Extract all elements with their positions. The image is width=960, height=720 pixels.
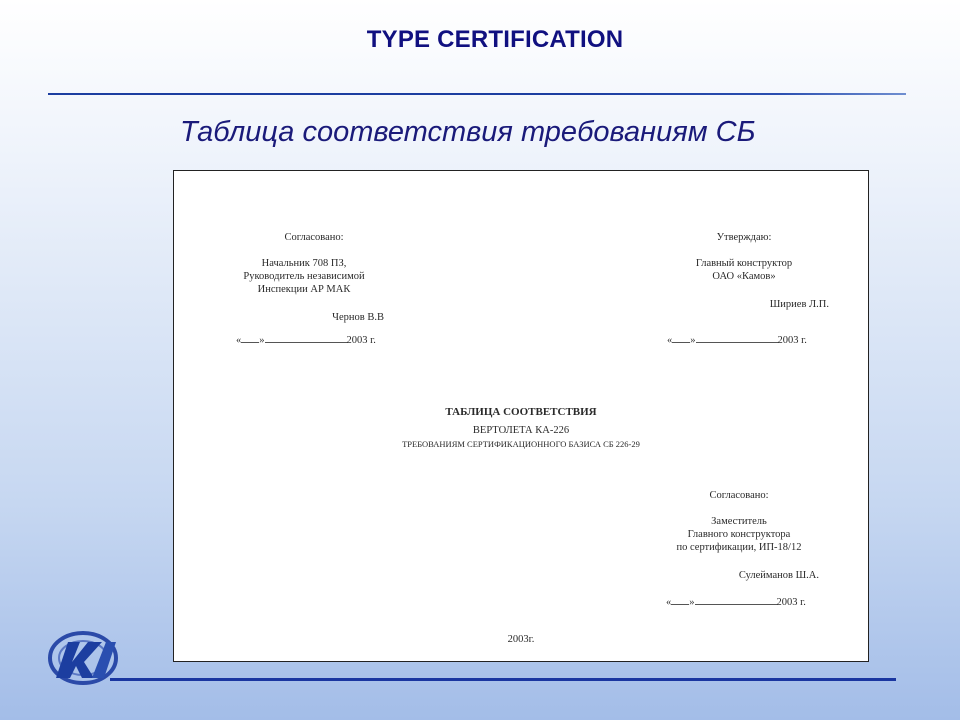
right-line1: Главный конструктор: [695, 258, 793, 269]
lower-right-date: 2003 г.: [776, 597, 806, 608]
slide-title: TYPE CERTIFICATION: [366, 26, 624, 53]
left-line1: Начальник 708 ПЗ,: [261, 258, 347, 269]
left-date: 2003 г.: [346, 335, 376, 346]
left-line2: Руководитель независимой: [243, 271, 365, 282]
bottom-divider: [110, 678, 896, 681]
lower-right-line1: Заместитель: [711, 516, 767, 527]
left-date-row: « » 2003 г.: [236, 335, 376, 346]
right-date-row: « » 2003 г.: [667, 335, 807, 346]
lower-right-signer: Сулейманов Ш.А.: [738, 570, 819, 581]
left-signer: Чернов В.В: [332, 312, 384, 323]
right-line2: ОАО «Камов»: [712, 271, 776, 282]
lower-right-heading: Согласовано:: [709, 490, 769, 501]
document-subject: ВЕРТОЛЕТА КА-226: [472, 425, 570, 436]
top-divider: [48, 93, 906, 95]
lower-right-line3: по сертификации, ИП-18/12: [676, 542, 802, 553]
document-title: ТАБЛИЦА СООТВЕТСТВИЯ: [445, 406, 597, 418]
document-basis: ТРЕБОВАНИЯМ СЕРТИФИКАЦИОННОГО БАЗИСА СБ 226-29: [402, 439, 640, 449]
document-year: 2003г.: [507, 634, 535, 645]
right-heading: Утверждаю:: [716, 232, 772, 243]
lower-right-line2: Главного конструктора: [687, 529, 791, 540]
left-line3: Инспекции АР МАК: [257, 284, 351, 295]
left-heading: Согласовано:: [284, 232, 344, 243]
right-signer: Шириев Л.П.: [769, 299, 829, 310]
document-page: [173, 170, 869, 662]
slide-subtitle: Таблица соответствия требованиям СБ: [180, 116, 756, 148]
kamov-logo-icon: [46, 628, 120, 688]
right-date: 2003 г.: [777, 335, 807, 346]
lower-right-date-row: « » 2003 г.: [666, 597, 806, 608]
